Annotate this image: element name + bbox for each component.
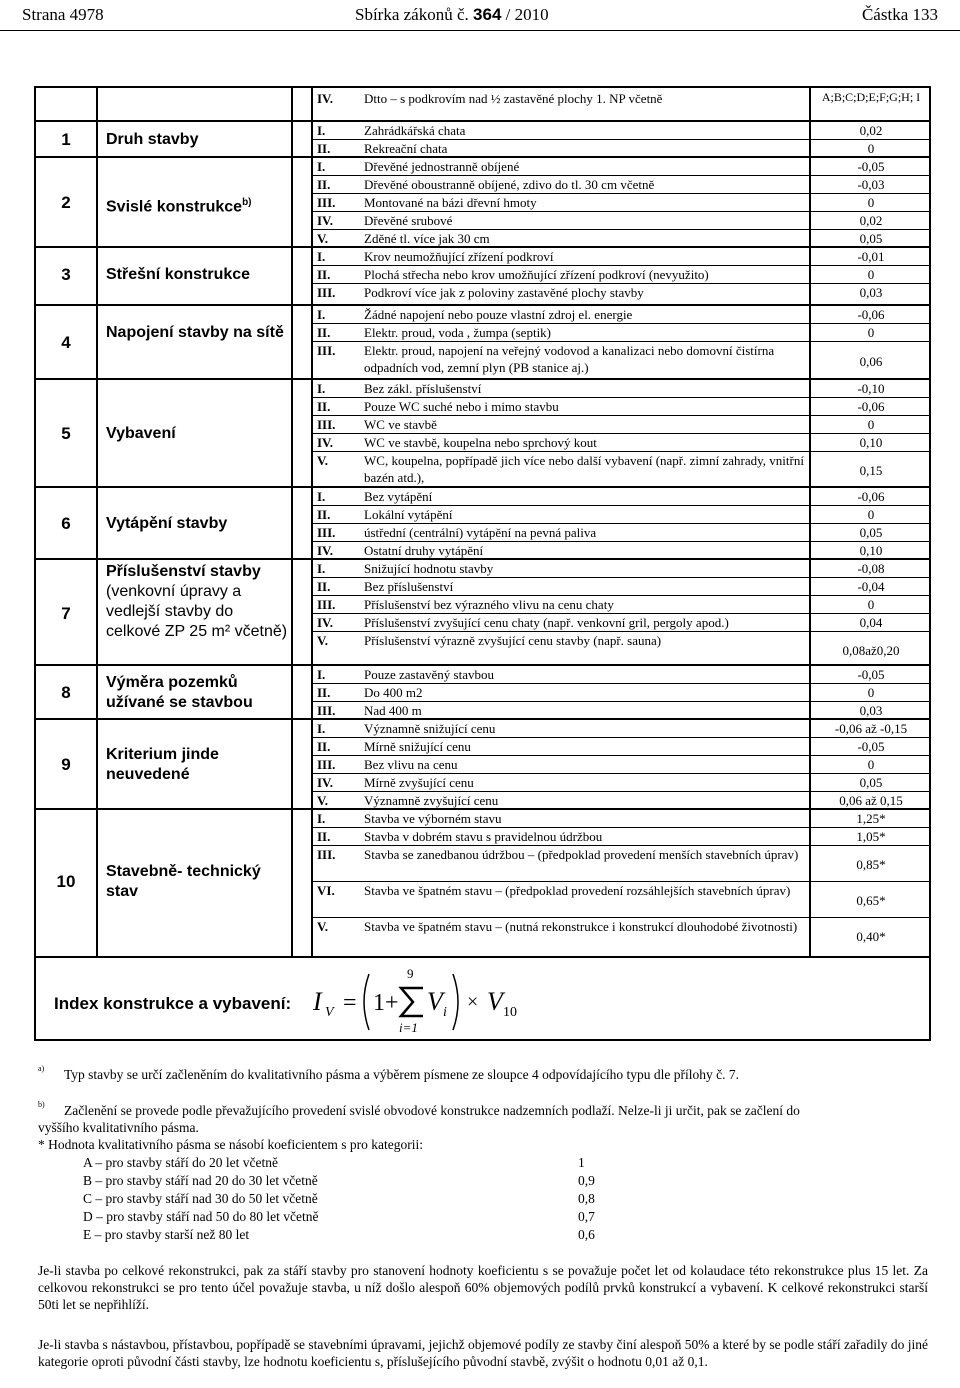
row-value: -0,04 xyxy=(857,579,885,594)
row-roman: II. xyxy=(317,829,331,844)
table-row xyxy=(311,542,933,560)
row-roman: III. xyxy=(317,285,336,300)
table-row xyxy=(311,452,933,488)
formula-right-paren xyxy=(453,974,458,1030)
row-roman: II. xyxy=(317,739,331,754)
row-roman: I. xyxy=(317,721,326,736)
row-roman: V. xyxy=(317,453,328,468)
criterion-name xyxy=(106,673,291,713)
table-row xyxy=(311,342,933,380)
row-text: Stavba ve výborném stavu xyxy=(364,811,502,826)
row-text: WC, koupelna, popřípadě jich více nebo další vybavení (např. zimní zahrady, vnitřní bazén atd.), xyxy=(364,453,804,485)
criterion-name xyxy=(106,265,291,285)
row-roman: I. xyxy=(317,381,326,396)
table-row xyxy=(311,212,933,230)
row-text: Montované na bázi dřevní hmoty xyxy=(364,195,537,210)
s-coefficient-label: C – pro stavby stáří nad 30 do 50 let včetně xyxy=(83,1191,318,1206)
row-roman: I. xyxy=(317,249,326,264)
column-divider xyxy=(291,88,293,956)
table-row xyxy=(311,194,933,212)
row-value: 0 xyxy=(867,417,875,432)
criterion-name xyxy=(106,862,291,902)
row-text: Příslušenství výrazně zvyšující cenu stavby (např. sauna) xyxy=(364,633,662,648)
row-value: 0 xyxy=(867,325,875,340)
row-roman: III. xyxy=(317,597,336,612)
formula-label: Index konstrukce a vybavení: xyxy=(54,994,292,1013)
row-value: 0 xyxy=(867,757,875,772)
row-value: 0 xyxy=(867,141,875,156)
row-text: Významně snižující cenu xyxy=(364,721,496,736)
table-row xyxy=(311,398,933,416)
row-text: WC ve stavbě, koupelna nebo sprchový kout xyxy=(364,435,597,450)
table-row xyxy=(311,284,933,302)
row-text: Snižující hodnotu stavby xyxy=(364,561,494,576)
s-coefficient-value: 1 xyxy=(578,1155,585,1170)
footnote-a-mark: a) xyxy=(38,1064,45,1073)
row-value: 0 xyxy=(867,267,875,282)
row-roman: III. xyxy=(317,343,336,358)
formula-row xyxy=(36,958,929,1040)
row-value: -0,06 xyxy=(857,307,885,322)
row-value: 0,06 až 0,15 xyxy=(839,793,903,808)
row-value: 0,85* xyxy=(856,857,886,872)
criterion-name xyxy=(106,745,291,785)
criterion-number: 5 xyxy=(61,424,71,443)
row-text: Bez vlivu na cenu xyxy=(364,757,458,772)
table-row xyxy=(311,846,933,882)
row-roman: IV. xyxy=(317,775,334,790)
row-value: 0,08až0,20 xyxy=(842,643,900,658)
row-value: 0,05 xyxy=(859,231,883,246)
row-text: Mírně snižující cenu xyxy=(364,739,471,754)
criteria-table xyxy=(34,86,931,1041)
criterion-number: 2 xyxy=(61,193,71,212)
table-row xyxy=(311,918,933,954)
criterion-name-text: Vytápění stavby xyxy=(106,515,228,532)
row-text: Příslušenství bez výrazného vlivu na cenu chaty xyxy=(364,597,614,612)
table-row xyxy=(311,738,933,756)
table-row xyxy=(311,720,933,738)
footnote-star: * Hodnota kvalitativního pásma se násobí koeficientem s pro kategorii: xyxy=(38,1137,424,1152)
row-text: Dřevěné srubové xyxy=(364,213,453,228)
row-roman: IV. xyxy=(317,543,334,558)
criterion-name-text: Svislé konstrukce xyxy=(106,198,243,216)
criterion-number: 9 xyxy=(61,755,71,774)
table-row xyxy=(311,306,933,324)
criterion-number: 4 xyxy=(61,333,71,352)
criterion-name-text: Vybavení xyxy=(106,425,176,442)
row-roman: V. xyxy=(317,231,328,246)
s-coefficient-label: B – pro stavby stáří nad 20 do 30 let včetně xyxy=(83,1173,318,1188)
row-value: 0,05 xyxy=(859,775,883,790)
row-value: 0,06 xyxy=(859,354,883,369)
row-text: Žádné napojení nebo pouze vlastní zdroj el. energie xyxy=(364,307,633,322)
row-value: 0,03 xyxy=(859,285,883,300)
row-roman: IV. xyxy=(317,435,334,450)
row-value: -0,05 xyxy=(857,159,885,174)
row-roman: I. xyxy=(317,811,326,826)
formula-v10: V xyxy=(487,987,503,1016)
paragraph-reconstruction: Je-li stavba po celkové rekonstrukci, pak za stáří stavby pro stanovení hodnoty koeficientu s se považuje počet let od kolaudace této rekonstrukce plus 15 let. Za celkovou rekonstrukci se pro tento účel považuje stavba, u níž došlo alespoň 60% objemových podílů prvků konstrukcí a vybavení. K celkové rekonstrukci starší 50ti let se nepřihlíží. xyxy=(38,1263,928,1312)
row-text: Stavba ve špatném stavu – (nutná rekonstrukce i konstrukcí dlouhodobé životnosti) xyxy=(364,919,798,934)
row-value: -0,05 xyxy=(857,739,885,754)
criterion-name xyxy=(106,130,291,150)
formula-sigma xyxy=(401,988,423,1016)
table-row xyxy=(311,666,933,684)
row-roman: III. xyxy=(317,195,336,210)
row-text: ústřední (centrální) vytápění na pevná paliva xyxy=(364,525,597,540)
row-text: Podkroví více jak z poloviny zastavěné plochy stavby xyxy=(364,285,644,300)
row-value: -0,03 xyxy=(857,177,885,192)
row-text: Nad 400 m xyxy=(364,703,422,718)
table-row xyxy=(311,756,933,774)
row-text: Významně zvyšující cenu xyxy=(364,793,499,808)
row-text: Ostatní druhy vytápění xyxy=(364,543,484,558)
row-value: 0 xyxy=(867,507,875,522)
collection-title: Sbírka zákonů č. 364 / 2010 xyxy=(355,5,549,24)
criterion-name-text: Příslušenství stavby xyxy=(106,563,261,580)
column-divider xyxy=(96,88,98,956)
formula-v: V xyxy=(427,987,443,1016)
table-row xyxy=(311,578,933,596)
row-value: -0,10 xyxy=(857,381,885,396)
row-roman: II. xyxy=(317,141,331,156)
table-row xyxy=(311,560,933,578)
row-roman: I. xyxy=(317,561,326,576)
row-roman: IV. xyxy=(317,213,334,228)
table-row xyxy=(311,324,933,342)
table-row xyxy=(311,506,933,524)
criterion-name xyxy=(106,562,291,642)
row-roman: I. xyxy=(317,159,326,174)
table-row xyxy=(311,524,933,542)
criterion-number: 8 xyxy=(61,683,71,702)
row-roman: V. xyxy=(317,793,328,808)
row-text: WC ve stavbě xyxy=(364,417,437,432)
row-roman: II. xyxy=(317,177,331,192)
criterion-name-detail: (venkovní úpravy a vedlejší stavby do celkové ZP 25 m² včetně) xyxy=(106,583,288,640)
row-value: 0,65* xyxy=(856,893,886,908)
table-row xyxy=(311,90,933,120)
s-coefficient-label: E – pro stavby starší než 80 let xyxy=(83,1227,250,1242)
footnote-b-mark: b) xyxy=(38,1100,45,1109)
table-row xyxy=(311,702,933,720)
table-row xyxy=(311,416,933,434)
row-value: 0 xyxy=(867,597,875,612)
row-value: 0,05 xyxy=(859,525,883,540)
row-text: Bez vytápění xyxy=(364,489,433,504)
page-number: Strana 4978 xyxy=(22,5,104,24)
row-roman: V. xyxy=(317,633,328,648)
formula-one: 1+ xyxy=(373,990,399,1016)
table-row xyxy=(311,774,933,792)
row-text: Zděné tl. více jak 30 cm xyxy=(364,231,490,246)
row-roman: II. xyxy=(317,685,331,700)
row-roman: II. xyxy=(317,399,331,414)
row-roman: II. xyxy=(317,325,331,340)
criterion-number: 10 xyxy=(56,872,76,891)
row-value: 0,03 xyxy=(859,703,883,718)
s-coefficient-value: 0,8 xyxy=(578,1191,595,1206)
criterion-name-text: Výměra pozemků užívané se stavbou xyxy=(106,674,253,711)
row-value: -0,06 xyxy=(857,399,885,414)
s-coefficient-value: 0,9 xyxy=(578,1173,595,1188)
row-value: 0,02 xyxy=(859,123,883,138)
row-roman: V. xyxy=(317,919,328,934)
row-text: Dřevěné oboustranně obíjené, zdivo do tl. 30 cm včetně xyxy=(364,177,655,192)
row-roman: II. xyxy=(317,579,331,594)
row-text: Rekreační chata xyxy=(364,141,448,156)
row-text: Dřevěné jednostranně obíjené xyxy=(364,159,520,174)
row-text: Stavba ve špatném stavu – (předpoklad provedení rozsáhlejších stavebních úprav) xyxy=(364,883,791,898)
s-coefficient-label: A – pro stavby stáří do 20 let včetně xyxy=(83,1155,278,1170)
criterion-name xyxy=(106,193,291,217)
table-row xyxy=(311,230,933,248)
paragraph-extension: Je-li stavba s nástavbou, přístavbou, popřípadě se stavebními úpravami, jejichž objemové podíly ze stavby činí alespoň 50% a které by se podle stáří zařadily do jiné kategorie oproti původní části stavby, lze hodnotu koeficientu s, příslušejícího původní stavbě, zvýšit o hodnotu 0,01 až 0,1. xyxy=(38,1337,929,1369)
formula-v10-sub: 10 xyxy=(503,1005,517,1020)
row-text: Lokální vytápění xyxy=(364,507,453,522)
row-text: Stavba se zanedbanou údržbou – (předpoklad provedení menších stavebních úprav) xyxy=(364,847,799,862)
criterion-name-text: Druh stavby xyxy=(106,131,199,148)
row-text: Příslušenství zvyšující cenu chaty (např. venkovní gril, pergoly apod.) xyxy=(364,615,729,630)
table-row xyxy=(311,488,933,506)
part-number: Částka 133 xyxy=(861,5,938,24)
row-value: 0 xyxy=(867,195,875,210)
row-roman: VI. xyxy=(317,883,335,898)
criterion-number: 6 xyxy=(61,514,71,533)
row-value: -0,06 xyxy=(857,489,885,504)
row-roman: III. xyxy=(317,847,336,862)
row-roman: III. xyxy=(317,757,336,772)
formula-v-sub: i xyxy=(443,1005,447,1020)
row-value: 0,40* xyxy=(856,929,886,944)
s-coefficient-value: 0,6 xyxy=(578,1227,595,1242)
formula-lower: i=1 xyxy=(399,1020,418,1035)
criterion-name-text: Napojení stavby na sítě xyxy=(106,324,284,341)
row-value: 0,04 xyxy=(859,615,883,630)
row-value: 0 xyxy=(867,685,875,700)
criterion-name-text: Kriterium jinde neuvedené xyxy=(106,746,219,783)
page-header xyxy=(0,0,960,31)
row-text: Bez zákl. příslušenství xyxy=(364,381,482,396)
row-text: Do 400 m2 xyxy=(364,685,423,700)
criterion-name xyxy=(106,323,291,343)
criterion-name-text: Stavebně- technický stav xyxy=(106,863,261,900)
footnote-a: Typ stavby se určí začleněním do kvalitativního pásma a výběrem písmene ze sloupce 4 odpovídajícího typu dle přílohy č. 7. xyxy=(64,1067,739,1082)
row-value: A;B;C;D;E;F;G;H; I xyxy=(821,90,921,104)
table-row xyxy=(311,434,933,452)
formula-equals: = xyxy=(343,990,357,1016)
row-roman: III. xyxy=(317,525,336,540)
row-value: 1,05* xyxy=(856,829,886,844)
s-coefficient-value: 0,7 xyxy=(578,1209,595,1224)
row-value: -0,01 xyxy=(857,249,885,264)
row-value: 1,25* xyxy=(856,811,886,826)
row-roman: II. xyxy=(317,267,331,282)
row-text: Plochá střecha nebo krov umožňující zřízení podkroví (nevyužito) xyxy=(364,267,709,282)
row-text: Stavba v dobrém stavu s pravidelnou údržbou xyxy=(364,829,603,844)
formula-lhs-sub: V xyxy=(325,1005,334,1020)
table-row xyxy=(311,266,933,284)
row-text: Mírně zvyšující cenu xyxy=(364,775,474,790)
row-roman: I. xyxy=(317,667,326,682)
table-row xyxy=(311,828,933,846)
footnote-b-line1: Začlenění se provede podle převažujícího provedení svislé obvodové konstrukce nadzemních podlaží. Nelze-li ji určit, pak se začlení do xyxy=(64,1103,800,1118)
row-value: 0,10 xyxy=(859,543,883,558)
table-row xyxy=(311,882,933,918)
row-roman: I. xyxy=(317,307,326,322)
row-text: Elektr. proud, voda , žumpa (septik) xyxy=(364,325,552,340)
table-row xyxy=(311,158,933,176)
row-value: -0,08 xyxy=(857,561,885,576)
table-row xyxy=(311,810,933,828)
formula-upper: 9 xyxy=(407,966,414,981)
row-value: 0,02 xyxy=(859,213,883,228)
table-row xyxy=(311,596,933,614)
footnote-b-line2: vyššího kvalitativního pásma. xyxy=(38,1120,199,1135)
row-text: Krov neumožňující zřízení podkroví xyxy=(364,249,554,264)
row-roman: IV. xyxy=(317,615,334,630)
criterion-number: 3 xyxy=(61,265,71,284)
table-row xyxy=(311,380,933,398)
criterion-name-text: Střešní konstrukce xyxy=(106,266,251,283)
table-row xyxy=(311,684,933,702)
criterion-name xyxy=(106,514,291,534)
criterion-footnote-mark: b) xyxy=(242,197,252,208)
row-roman: III. xyxy=(317,417,336,432)
row-roman: IV. xyxy=(317,91,334,106)
criterion-name xyxy=(106,424,291,444)
row-text: Pouze zastavěný stavbou xyxy=(364,667,494,682)
formula-times: × xyxy=(467,991,479,1013)
row-text: Elektr. proud, napojení na veřejný vodovod a kanalizaci nebo domovní čistírna odpadních vod, zemní plyn (PB stanice aj.) xyxy=(364,343,775,375)
formula-lhs: I xyxy=(313,987,322,1016)
row-roman: II. xyxy=(317,507,331,522)
row-value: 0,10 xyxy=(859,435,883,450)
row-roman: I. xyxy=(317,123,326,138)
formula-math xyxy=(311,966,551,1036)
s-coefficient-label: D – pro stavby stáří nad 50 do 80 let včetně xyxy=(83,1209,319,1224)
row-value: -0,05 xyxy=(857,667,885,682)
row-value: -0,06 až -0,15 xyxy=(834,721,908,736)
row-text: Bez příslušenství xyxy=(364,579,454,594)
row-text: Zahrádkářská chata xyxy=(364,123,466,138)
row-roman: I. xyxy=(317,489,326,504)
row-text: Pouze WC suché nebo i mimo stavbu xyxy=(364,399,559,414)
law-number: 364 xyxy=(473,5,502,24)
table-row xyxy=(311,614,933,632)
table-row xyxy=(311,248,933,266)
criterion-number: 7 xyxy=(61,604,71,623)
table-row xyxy=(311,140,933,158)
formula-left-paren xyxy=(364,974,369,1030)
row-value: 0,15 xyxy=(859,463,883,478)
criterion-number: 1 xyxy=(61,130,71,149)
row-text: Dtto – s podkrovím nad ½ zastavěné plochy 1. NP včetně xyxy=(364,91,663,106)
table-row xyxy=(311,792,933,810)
table-row xyxy=(311,176,933,194)
table-row xyxy=(311,632,933,668)
table-row xyxy=(311,122,933,140)
row-roman: III. xyxy=(317,703,336,718)
